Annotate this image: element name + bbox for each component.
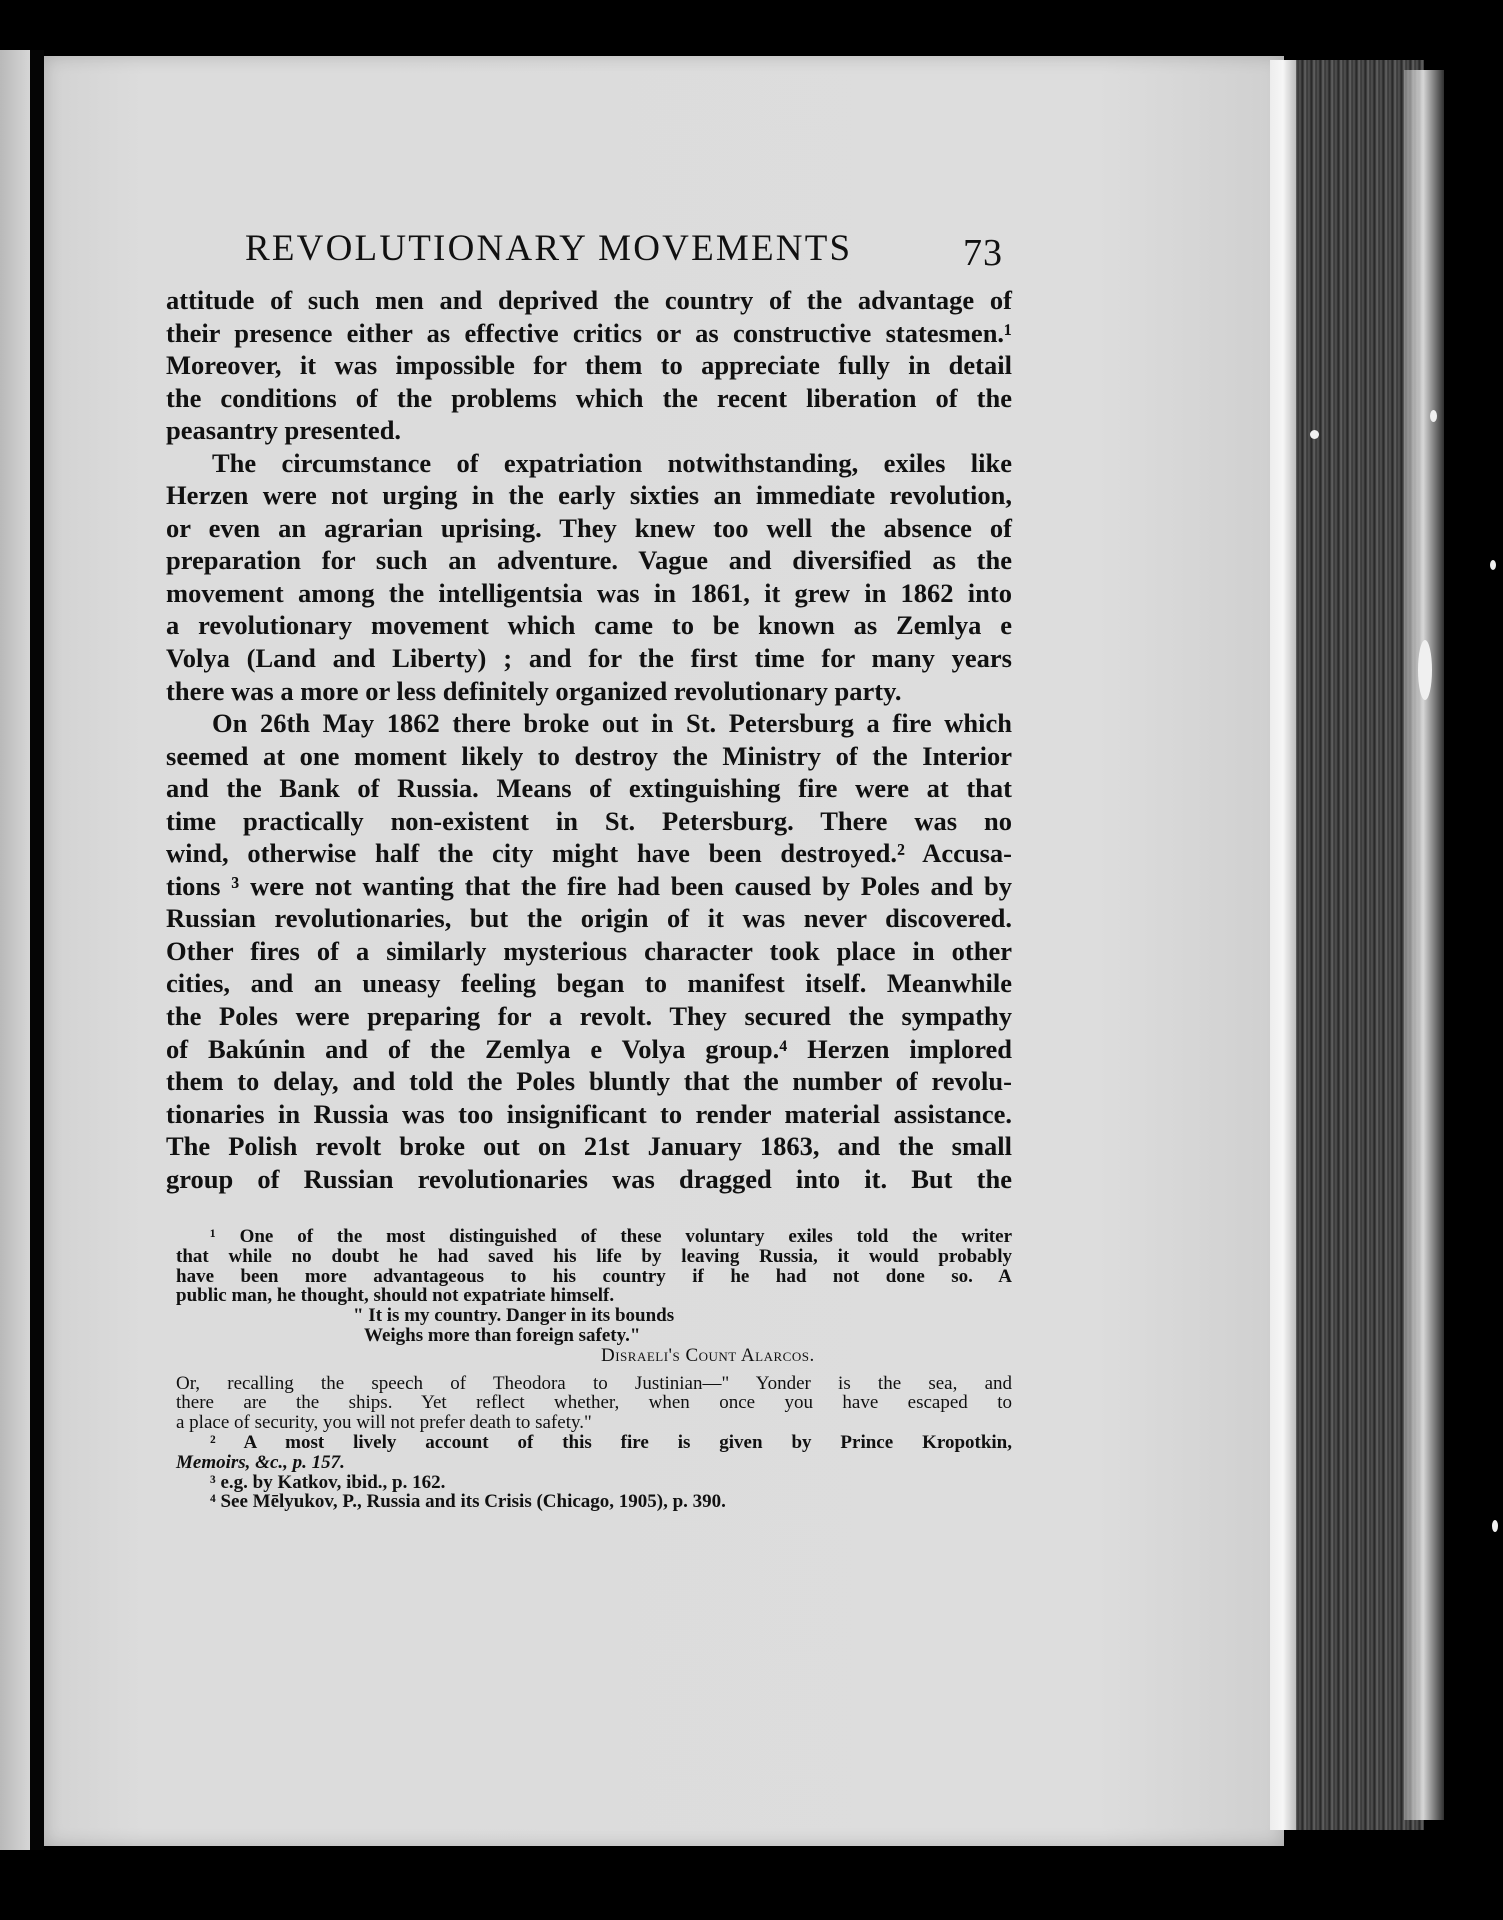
running-head	[245, 224, 1005, 274]
scan-speck	[1430, 410, 1437, 422]
body-line: time practically non-existent in St. Petersburg. There was no	[166, 805, 1012, 836]
body-line: them to delay, and told the Poles bluntly that the number of revolu-	[166, 1066, 1012, 1097]
body-text	[166, 284, 1012, 1195]
body-line: Other fires of a similarly mysterious character took place in other	[166, 935, 1012, 966]
verse-attribution: Disraeli's Count Alarcos.	[601, 1344, 815, 1366]
body-line: cities, and an uneasy feeling began to manifest itself. Meanwhile	[166, 968, 1012, 999]
body-line: group of Russian revolutionaries was dragged into it. But the	[166, 1163, 1012, 1194]
body-line: Herzen were not urging in the early sixties an immediate revolution,	[166, 480, 1012, 511]
body-line: On 26th May 1862 there broke out in St. Petersburg a fire which	[212, 708, 1012, 739]
body-line: Russian revolutionaries, but the origin of it was never discovered.	[166, 903, 1012, 934]
body-line: seemed at one moment likely to destroy the Ministry of the Interior	[166, 740, 1012, 771]
footnote-line: a place of security, you will not prefer death to safety."	[176, 1412, 592, 1434]
verse-line: Weighs more than foreign safety."	[364, 1324, 641, 1346]
body-line: The Polish revolt broke out on 21st January 1863, and the small	[166, 1131, 1012, 1162]
body-line: Moreover, it was impossible for them to appreciate fully in detail	[166, 350, 1012, 381]
page-number: 73	[963, 232, 1003, 274]
body-line: there was a more or less definitely organized revolutionary party.	[166, 675, 902, 706]
footnote-line: have been more advantageous to his country if he had not done so. A	[176, 1265, 1012, 1287]
body-line: or even an agrarian uprising. They knew too well the absence of	[166, 512, 1012, 543]
footnote-line: Or, recalling the speech of Theodora to Justinian—" Yonder is the sea, and	[176, 1372, 1012, 1394]
footnotes	[176, 1227, 1012, 1512]
body-line: wind, otherwise half the city might have been destroyed.² Accusa-	[166, 838, 1012, 869]
footnote-line: ¹ One of the most distinguished of these voluntary exiles told the writer	[210, 1226, 1012, 1247]
body-line: peasantry presented.	[166, 415, 402, 446]
scan-speck	[1418, 640, 1432, 700]
facing-page-edge	[0, 50, 30, 1850]
scan-speck	[1310, 430, 1319, 439]
body-line: attitude of such men and deprived the country of the advantage of	[166, 285, 1012, 315]
book-edge-pages	[1284, 60, 1424, 1830]
body-line: a revolutionary movement which came to be known as Zemlya e	[166, 610, 1012, 641]
footnote-line: public man, he thought, should not expatriate himself.	[176, 1285, 615, 1307]
body-line: movement among the intelligentsia was in 1861, it grew in 1862 into	[166, 577, 1012, 608]
scan-speck	[1492, 1520, 1498, 1532]
footnote-line: there are the ships. Yet reflect whether, when once you have escaped to	[176, 1392, 1012, 1414]
body-line: tionaries in Russia was too insignificant to render material assistance.	[166, 1098, 1012, 1129]
verse-line: " It is my country. Danger in its bounds	[353, 1305, 675, 1327]
page-gutter-shadow	[30, 50, 44, 1850]
footnote-line: ⁴ See Mēlyukov, P., Russia and its Crisis (Chicago, 1905), p. 390.	[210, 1491, 726, 1513]
body-line: The circumstance of expatriation notwithstanding, exiles like	[212, 447, 1012, 478]
page-fore-edge	[1270, 60, 1296, 1830]
body-line: Volya (Land and Liberty) ; and for the first time for many years	[166, 643, 1012, 674]
body-line: and the Bank of Russia. Means of extinguishing fire were at that	[166, 773, 1012, 804]
footnote-line: that while no doubt he had saved his life by leaving Russia, it would probably	[176, 1245, 1012, 1267]
footnote-line: ³ e.g. by Katkov, ibid., p. 162.	[210, 1471, 446, 1493]
running-head-title: REVOLUTIONARY MOVEMENTS	[245, 228, 853, 269]
body-line: the conditions of the problems which the recent liberation of the	[166, 382, 1012, 413]
footnote-line: ² A most lively account of this fire is given by Prince Kropotkin,	[210, 1431, 1012, 1453]
body-line: tions ³ were not wanting that the fire had been caused by Poles and by	[166, 870, 1012, 901]
body-line: their presence either as effective critics or as constructive statesmen.¹	[166, 317, 1012, 348]
body-line: preparation for such an adventure. Vague and diversified as the	[166, 545, 1012, 576]
scan-speck	[1490, 560, 1496, 570]
body-line: of Bakúnin and of the Zemlya e Volya group.⁴ Herzen implored	[166, 1033, 1012, 1064]
footnote-line: Memoirs, &c., p. 157.	[176, 1451, 345, 1473]
book-edge-highlight	[1404, 70, 1444, 1820]
body-line: the Poles were preparing for a revolt. They secured the sympathy	[166, 1001, 1012, 1032]
